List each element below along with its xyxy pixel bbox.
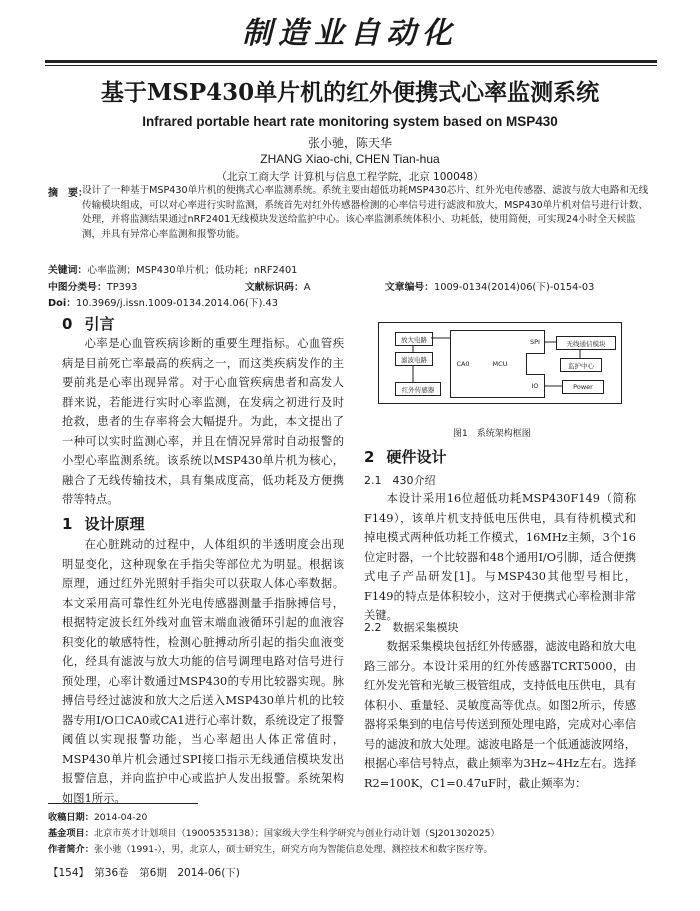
fig-block-mcu: MCU — [474, 330, 527, 398]
subsection-2-2-title: 2.2 数据采集模块 — [364, 621, 459, 634]
section-1-title: 设计原理 — [84, 515, 145, 533]
clc-line — [48, 279, 137, 293]
subsection-2-1-paragraph: 本设计采用16位超低功耗MSP430F149（简称F149），该单片机支持低电压供电，具有待机模式和掉电模式两种低功耗工作模式，16MHz主频，3个16位定时器，一个比较器和48个通用I/O引脚，适合便携式电子产品研发[1]。与MSP430其他型号相比，F149的特点是体积较小，这对于便携式心率检测非常关键。 — [364, 492, 636, 622]
article-number-line — [385, 279, 594, 293]
doc-code-line — [245, 279, 310, 293]
masthead-rule — [45, 60, 657, 63]
doi-line — [48, 295, 278, 309]
article-number-value: 1009-0134(2014)06(下)-0154-03 — [433, 282, 595, 293]
paper-title-cn: 基于MSP430单片机的红外便携式心率监测系统 — [100, 79, 600, 106]
section-2-number: 2 — [364, 448, 375, 466]
section-0-heading — [62, 313, 114, 334]
fig-block-wireless: 无线通信模块 — [556, 336, 616, 350]
doi-label: Doi： — [48, 298, 77, 309]
subsection-2-1-body — [364, 489, 636, 626]
fig-block-monitor: 监护中心 — [560, 358, 602, 372]
section-1-number: 1 — [62, 515, 73, 533]
fund-label: 基金项目： — [48, 828, 94, 839]
subsection-2-1-title: 2.1 430介绍 — [364, 474, 436, 487]
received-label: 收稿日期： — [48, 812, 94, 823]
page-footer: 【154】 第36卷 第6期 2014-06(下) — [48, 867, 240, 879]
authors-cn: 张小驰，陈天华 — [307, 136, 392, 150]
subsection-2-2-body — [364, 637, 636, 793]
figure-1-caption: 图1 系统架构框图 — [453, 429, 531, 439]
intro-body — [62, 334, 344, 510]
fig-block-spi: SPI — [526, 330, 545, 354]
doc-code-value: A — [303, 282, 311, 293]
intro-paragraph: 心率是心血管疾病诊断的重要生理指标。心血管疾病是目前死亡率最高的疾病之一，而这类疾病发作的主要前兆是心率出现异常。对于心血管疾病患者和高发人群来说，若能进行实时心率监测，在发病之初进行及时抢救，患者的生存率将会大幅提升。为此，本文提出了一种可以实时监测心率，并且在情况异常时自动报警的小型心率监测系统。该系统以MSP430单片机为核心，融合了无线传输技术，具有集成度高，低功耗及方便携带等特点。 — [62, 337, 344, 506]
figure-1-connectors — [378, 322, 620, 402]
abstract-text: 设计了一种基于MSP430单片机的便携式心率监测系统。系统主要由超低功耗MSP430芯片、红外光电传感器、滤波与放大电路和无线传输模块组成，可以对心率进行实时监测，系统首先对红外传感器检测的心率信号进行滤波和放大，MSP430单片机对信号进行计数、处理，并将监测结果通过nRF2401无线模块发送给监护中心。该心率监测系统体积小、功耗低，使用简便，可实现24小时全天候监测，并具有异常心率监测和报警功能。 — [82, 185, 649, 240]
fig-block-io: IO — [526, 374, 545, 398]
article-number-label: 文章编号： — [385, 282, 434, 293]
footnote-rule — [48, 803, 198, 804]
fig-block-power: Power — [562, 380, 604, 394]
masthead-rule-thin — [45, 65, 657, 66]
keywords-line — [48, 262, 297, 276]
section-0-number: 0 — [62, 315, 73, 333]
clc-value: TP393 — [106, 282, 138, 293]
authors-en: ZHANG Xiao-chi, CHEN Tian-hua — [260, 152, 440, 166]
section-2-heading — [364, 446, 446, 467]
fig-block-sensor: 红外传感器 — [395, 382, 441, 396]
fig-block-filter: 滤波电路 — [395, 352, 433, 366]
section-1-heading — [62, 513, 144, 534]
affiliation: （北京工商大学 计算机与信息工程学院，北京 100048） — [216, 171, 484, 183]
fig-block-ca0: CA0 — [450, 330, 476, 398]
author-bio-label: 作者简介： — [48, 844, 94, 855]
doi-value: 10.3969/j.issn.1009-0134.2014.06(下).43 — [76, 298, 278, 309]
paper-title-en: Infrared portable heart rate monitoring system based on MSP430 — [142, 114, 558, 129]
keywords-text: 心率监测；MSP430单片机；低功耗；nRF2401 — [87, 265, 298, 276]
keywords-label: 关键词： — [48, 265, 88, 276]
footnote-fund — [48, 825, 668, 839]
author-bio-value: 张小驰（1991-），男，北京人，硕士研究生，研究方向为智能信息处理、测控技术和数字医疗等。 — [93, 844, 493, 855]
abstract-label: 摘 要： — [48, 188, 88, 199]
section-2-title: 硬件设计 — [386, 448, 447, 466]
principle-body — [62, 535, 344, 808]
footnote-author — [48, 841, 668, 855]
footnote-received — [48, 809, 668, 823]
fund-value: 北京市英才计划项目（19005353138）；国家级大学生科学研究与创业行动计划（SJ201302025） — [93, 828, 500, 839]
fig-block-amp: 放大电路 — [395, 332, 433, 346]
clc-label: 中图分类号： — [48, 282, 107, 293]
doc-code-label: 文献标识码： — [245, 282, 304, 293]
section-0-title: 引言 — [84, 315, 115, 333]
journal-masthead: 制造业自动化 — [242, 16, 458, 51]
principle-paragraph: 在心脏跳动的过程中，人体组织的半透明度会出现明显变化，这种现象在手指尖等部位尤为明显。根据该原理，通过红外光照射手指尖可以获取人体心率数据。本文采用高可靠性红外光电传感器测量手指脉搏信号，根据特定波长红外线对血管末端血液循环引起的血液容积变化的敏感特性，检测心脏搏动所引起的指尖血液变化，经具有滤波与放大功能的信号调理电路对信号进行预处理，心率计数通过MSP430的专用比较器实现。脉搏信号经过滤波和放大之后送入MSP430单片机的比较器专用I/O口CA0或CA1进行心率计数，系统设定了报警阈值以实现报警功能，当心率超出人体正常值时，MSP430单片机会通过SPI接口指示无线通信模块发出报警信息，并向监护中心或监护人发出报警。系统架构如图1所示。 — [62, 538, 344, 805]
subsection-2-2-paragraph: 数据采集模块包括红外传感器，滤波电路和放大电路三部分。本设计采用的红外传感器TCRT5000，由红外发光管和光敏三极管组成，支持低电压供电，具有体积小、重量轻、灵敏度高等优点。如图2所示，传感器将采集到的电信号传送到预处理电路，完成对心率信号的滤波和放大处理。滤波电路是一个低通滤波网络，根据心率信号特点，截止频率为3Hz~4Hz左右。选择R2=100K，C1=0.47uF时，截止频率为： — [364, 640, 636, 790]
received-value: 2014-04-20 — [93, 812, 148, 823]
